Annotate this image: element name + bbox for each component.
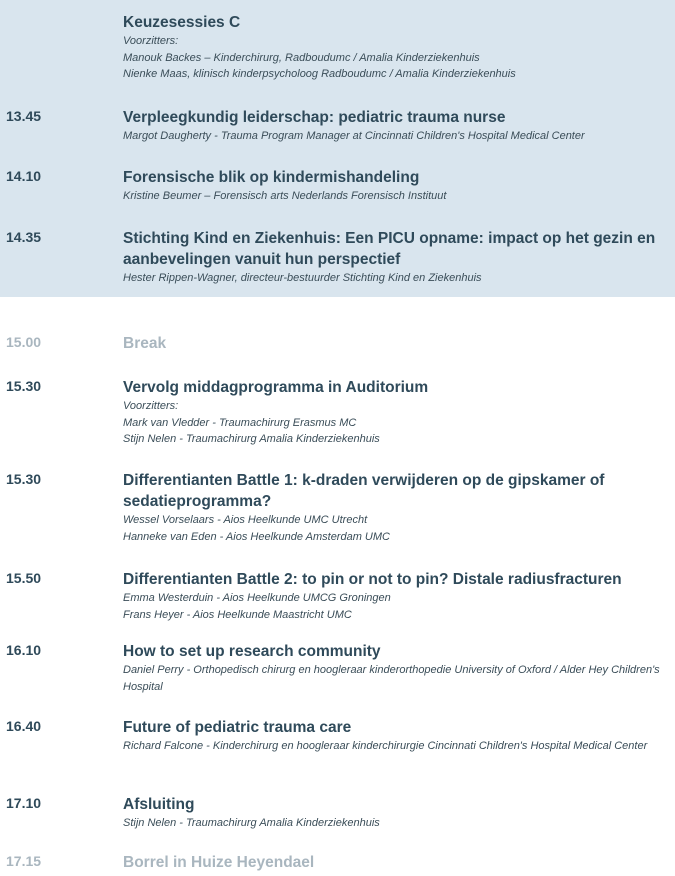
session-content: [123, 470, 671, 545]
session-title: Forensische blik op kindermishandeling: [123, 169, 420, 186]
session-title: How to set up research community: [123, 643, 381, 660]
speaker-line: Emma Westerduin - Aios Heelkunde UMCG Groningen: [123, 592, 391, 604]
session-content: [123, 107, 671, 145]
chairs-label: Voorzitters:: [123, 400, 179, 412]
speaker-line: Hester Rippen-Wagner, directeur-bestuurder Stichting Kind en Ziekenhuis: [123, 272, 482, 284]
session-title: Differentianten Battle 2: to pin or not to pin? Distale radiusfracturen: [123, 571, 622, 588]
speaker-line: Wessel Vorselaars - Aios Heelkunde UMC Utrecht: [123, 514, 368, 526]
speaker-line: Nienke Maas, klinisch kinderpsycholoog Radboudumc / Amalia Kinderziekenhuis: [123, 68, 516, 80]
session-time: 15.50: [6, 570, 42, 586]
speaker-line: Stijn Nelen - Traumachirurg Amalia Kinderziekenhuis: [123, 817, 380, 829]
session-time: 17.15: [6, 853, 42, 869]
session-content: [123, 167, 671, 205]
session-content: [123, 333, 671, 354]
speaker-line: Manouk Backes – Kinderchirurg, Radboudumc / Amalia Kinderziekenhuis: [123, 51, 480, 64]
chairs-label: Voorzitters:: [123, 35, 179, 47]
session-title: Future of pediatric trauma care: [123, 719, 352, 736]
session-content: [123, 852, 671, 873]
speaker-line: Daniel Perry - Orthopedisch chirurg en hoogleraar kinderorthopedie University of Oxford / Alder Hey Children's Hospital: [123, 664, 660, 693]
session-title: Stichting Kind en Ziekenhuis: Een PICU opname: impact op het gezin en aanbevelingen vanuit hun perspectief: [123, 230, 656, 268]
session-title: Vervolg middagprogramma in Auditorium: [123, 379, 429, 396]
session-title: Keuzesessies C: [123, 14, 241, 31]
speaker-line: Hanneke van Eden - Aios Heelkunde Amsterdam UMC: [123, 530, 390, 543]
session-title: Afsluiting: [123, 796, 195, 813]
session-time: 15.00: [6, 334, 42, 350]
session-title: Break: [123, 335, 167, 352]
session-title: Differentianten Battle 1: k-draden verwijderen op de gipskamer of sedatieprogramma?: [123, 472, 605, 510]
session-title: Verpleegkundig leiderschap: pediatric trauma nurse: [123, 109, 506, 126]
session-content: [123, 794, 671, 832]
session-time: 17.10: [6, 795, 42, 811]
session-content: [123, 641, 671, 695]
speaker-line: Kristine Beumer – Forensisch arts Nederlands Forensisch Instituut: [123, 190, 447, 202]
speaker-line: Richard Falcone - Kinderchirurg en hoogleraar kinderchirurgie Cincinnati Children's Hospital Medical Center: [123, 740, 648, 752]
session-time: 14.35: [6, 229, 42, 245]
session-content: [123, 717, 671, 755]
session-content: [123, 569, 671, 623]
session-title: Borrel in Huize Heyendael: [123, 854, 315, 871]
session-time: 16.40: [6, 718, 42, 734]
speaker-line: Margot Daugherty - Trauma Program Manager at Cincinnati Children's Hospital Medical Center: [123, 130, 585, 142]
session-time: 14.10: [6, 168, 42, 184]
speaker-line: Frans Heyer - Aios Heelkunde Maastricht UMC: [123, 608, 352, 621]
session-content: [123, 12, 671, 83]
speaker-line: Stijn Nelen - Traumachirurg Amalia Kinderziekenhuis: [123, 433, 380, 445]
speaker-line: Mark van Vledder - Traumachirurg Erasmus MC: [123, 416, 357, 429]
session-content: [123, 377, 671, 448]
session-time: 16.10: [6, 642, 42, 658]
session-time: 13.45: [6, 108, 42, 124]
session-time: 15.30: [6, 471, 42, 487]
session-content: [123, 228, 671, 287]
session-time: 15.30: [6, 378, 42, 394]
